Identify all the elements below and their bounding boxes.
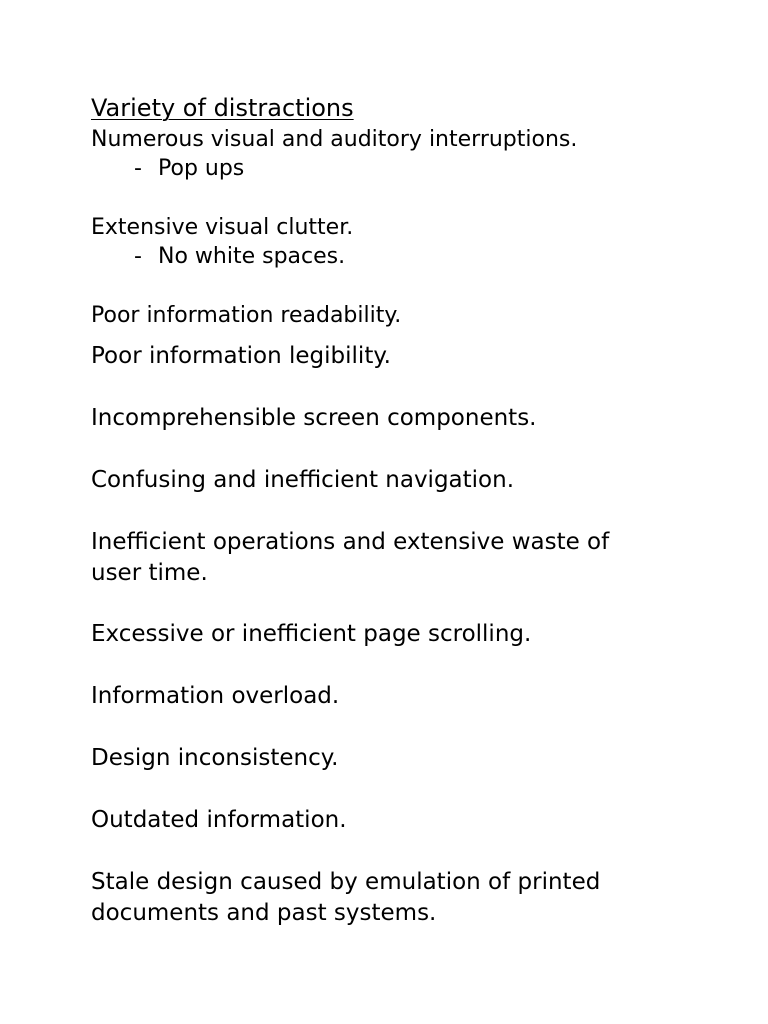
bullet-dash: - xyxy=(134,244,142,269)
list-item: Inefficient operations and extensive waste of xyxy=(91,529,610,555)
section-text-clutter: Extensive visual clutter. xyxy=(91,215,354,240)
list-item: Excessive or inefficient page scrolling. xyxy=(91,621,532,647)
list-item: documents and past systems. xyxy=(91,900,437,926)
list-item: Design inconsistency. xyxy=(91,745,339,771)
list-item: Information overload. xyxy=(91,683,340,709)
section-text-readability: Poor information readability. xyxy=(91,303,402,328)
list-item: Poor information legibility. xyxy=(91,343,391,369)
list-item: Confusing and inefficient navigation. xyxy=(91,467,515,493)
bullet-text: Pop ups xyxy=(158,156,245,181)
bullet-item-white-spaces xyxy=(134,246,345,268)
document-title: Variety of distractions xyxy=(91,94,354,122)
list-item: Stale design caused by emulation of printed xyxy=(91,869,601,895)
section-text-interruptions: Numerous visual and auditory interruptions. xyxy=(91,127,578,152)
list-item: Incomprehensible screen components. xyxy=(91,405,537,431)
bullet-text: No white spaces. xyxy=(158,244,346,269)
list-item: Outdated information. xyxy=(91,807,347,833)
bullet-item-pop-ups xyxy=(134,158,244,180)
bullet-dash: - xyxy=(134,156,142,181)
list-item: user time. xyxy=(91,560,208,586)
